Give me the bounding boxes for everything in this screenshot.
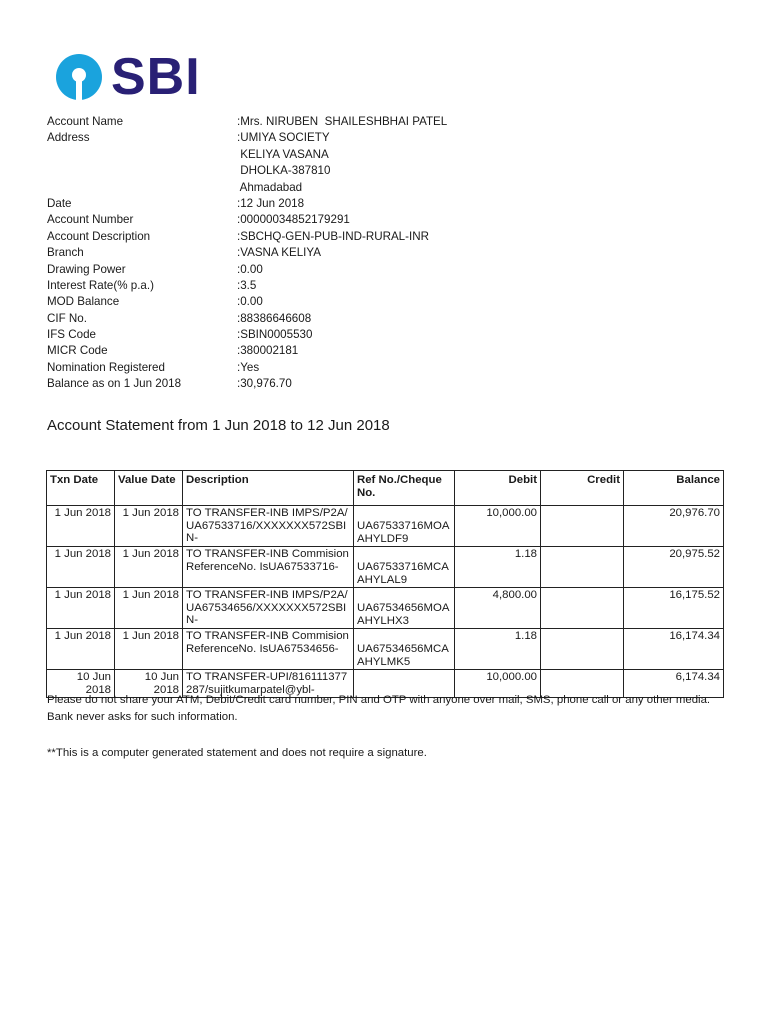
statement-title: Account Statement from 1 Jun 2018 to 12 Jun 2018 — [47, 417, 390, 434]
cell-description: TO TRANSFER-INB Commision ReferenceNo. IsUA67533716- — [183, 547, 354, 588]
address-line: Ahmadabad — [237, 180, 303, 194]
cell-balance: 20,976.70 — [624, 506, 724, 547]
cell-credit — [541, 506, 624, 547]
cell-ref-no: UA67534656MCAAHYLMK5 — [354, 629, 455, 670]
info-label: Date — [47, 196, 72, 210]
info-value: :88386646608 — [237, 311, 312, 325]
header-ref-no: Ref No./Cheque No. — [354, 471, 455, 506]
cell-txn-date: 10 Jun 2018 — [47, 670, 115, 698]
info-row-interest-rate — [47, 278, 447, 294]
cell-txn-date: 1 Jun 2018 — [47, 588, 115, 629]
table-row — [47, 547, 724, 588]
info-label: Account Description — [47, 229, 151, 243]
info-label: Account Number — [47, 213, 134, 227]
info-row-micr-code — [47, 343, 447, 359]
info-row-opening-balance — [47, 376, 447, 392]
cell-ref-no: UA67534656MOAAHYLHX3 — [354, 588, 455, 629]
cell-debit: 10,000.00 — [455, 670, 541, 698]
info-value: :00000034852179291 — [237, 213, 350, 227]
sbi-logo — [55, 48, 201, 106]
header-value-date: Value Date — [115, 471, 183, 506]
cell-value-date: 10 Jun 2018 — [115, 670, 183, 698]
cell-ref-no: UA67533716MOAAHYLDF9 — [354, 506, 455, 547]
cell-value-date: 1 Jun 2018 — [115, 506, 183, 547]
info-row-branch — [47, 245, 447, 261]
cell-value-date: 1 Jun 2018 — [115, 588, 183, 629]
info-row-ifs-code — [47, 327, 447, 343]
info-value: :0.00 — [237, 295, 263, 309]
account-info — [47, 114, 447, 393]
address-line: DHOLKA-387810 — [237, 164, 331, 178]
info-row-mod-balance — [47, 294, 447, 310]
table-row — [47, 588, 724, 629]
info-label: CIF No. — [47, 311, 87, 325]
sbi-logo-text: SBI — [111, 48, 201, 106]
info-value: :3.5 — [237, 278, 257, 292]
cell-description: TO TRANSFER-INB IMPS/P2A/UA67534656/XXXXXXX572SBIN- — [183, 588, 354, 629]
info-value: :UMIYA SOCIETY — [237, 131, 330, 145]
cell-txn-date: 1 Jun 2018 — [47, 547, 115, 588]
info-label: MOD Balance — [47, 295, 120, 309]
cell-balance: 20,975.52 — [624, 547, 724, 588]
info-label: Account Name — [47, 115, 124, 128]
info-row-nomination — [47, 360, 447, 376]
computer-generated-notice: **This is a computer generated statement and does not require a signature. — [47, 747, 427, 759]
cell-description: TO TRANSFER-INB Commision ReferenceNo. IsUA67534656- — [183, 629, 354, 670]
info-row-date — [47, 196, 447, 212]
info-value: :30,976.70 — [237, 377, 292, 391]
cell-debit: 4,800.00 — [455, 588, 541, 629]
privacy-notice: Please do not share your ATM, Debit/Credit card number, PIN and OTP with anyone over mail, SMS, phone call or any other media. Bank never asks for such information. — [47, 694, 711, 723]
cell-ref-no: UA67533716MCAAHYLAL9 — [354, 547, 455, 588]
info-row-drawing-power — [47, 262, 447, 278]
cell-balance: 16,174.34 — [624, 629, 724, 670]
info-value: :0.00 — [237, 262, 263, 276]
cell-balance: 16,175.52 — [624, 588, 724, 629]
info-value: :VASNA KELIYA — [237, 246, 321, 260]
cell-credit — [541, 547, 624, 588]
info-label: MICR Code — [47, 344, 108, 358]
header-credit: Credit — [541, 471, 624, 506]
info-row-account-name — [47, 114, 447, 130]
table-row — [47, 629, 724, 670]
cell-description: TO TRANSFER-INB IMPS/P2A/UA67533716/XXXXXXX572SBIN- — [183, 506, 354, 547]
cell-debit: 1.18 — [455, 547, 541, 588]
info-label: Branch — [47, 246, 84, 260]
cell-credit — [541, 588, 624, 629]
header-debit: Debit — [455, 471, 541, 506]
cell-txn-date: 1 Jun 2018 — [47, 506, 115, 547]
cell-value-date: 1 Jun 2018 — [115, 547, 183, 588]
header-balance: Balance — [624, 471, 724, 506]
header-txn-date: Txn Date — [47, 471, 115, 506]
cell-credit — [541, 629, 624, 670]
info-row-cif-no — [47, 311, 447, 327]
cell-value-date: 1 Jun 2018 — [115, 629, 183, 670]
info-value: :Mrs. NIRUBEN SHAILESHBHAI PATEL — [237, 115, 448, 128]
sbi-keyhole-icon — [55, 53, 103, 101]
info-value: :12 Jun 2018 — [237, 196, 305, 210]
info-value: :SBCHQ-GEN-PUB-IND-RURAL-INR — [237, 229, 429, 243]
header-description: Description — [183, 471, 354, 506]
info-row-account-description — [47, 229, 447, 245]
info-value: :SBIN0005530 — [237, 328, 313, 342]
cell-balance: 6,174.34 — [624, 670, 724, 698]
info-row-address — [47, 130, 447, 146]
info-label: Address — [47, 131, 90, 145]
info-label: Balance as on 1 Jun 2018 — [47, 377, 182, 391]
table-header-row — [47, 471, 724, 506]
info-row-account-number — [47, 212, 447, 228]
cell-debit: 10,000.00 — [455, 506, 541, 547]
address-line: KELIYA VASANA — [237, 147, 329, 161]
info-label: Interest Rate(% p.a.) — [47, 278, 154, 292]
info-label: Drawing Power — [47, 262, 126, 276]
transactions-table — [46, 470, 724, 698]
cell-txn-date: 1 Jun 2018 — [47, 629, 115, 670]
cell-description: TO TRANSFER-UPI/816111377287/sujitkumarpatel@ybl- — [183, 670, 354, 698]
info-label: IFS Code — [47, 328, 96, 342]
info-value: :Yes — [237, 360, 260, 374]
info-label: Nomination Registered — [47, 360, 165, 374]
cell-debit: 1.18 — [455, 629, 541, 670]
info-value: :380002181 — [237, 344, 299, 358]
table-row — [47, 506, 724, 547]
